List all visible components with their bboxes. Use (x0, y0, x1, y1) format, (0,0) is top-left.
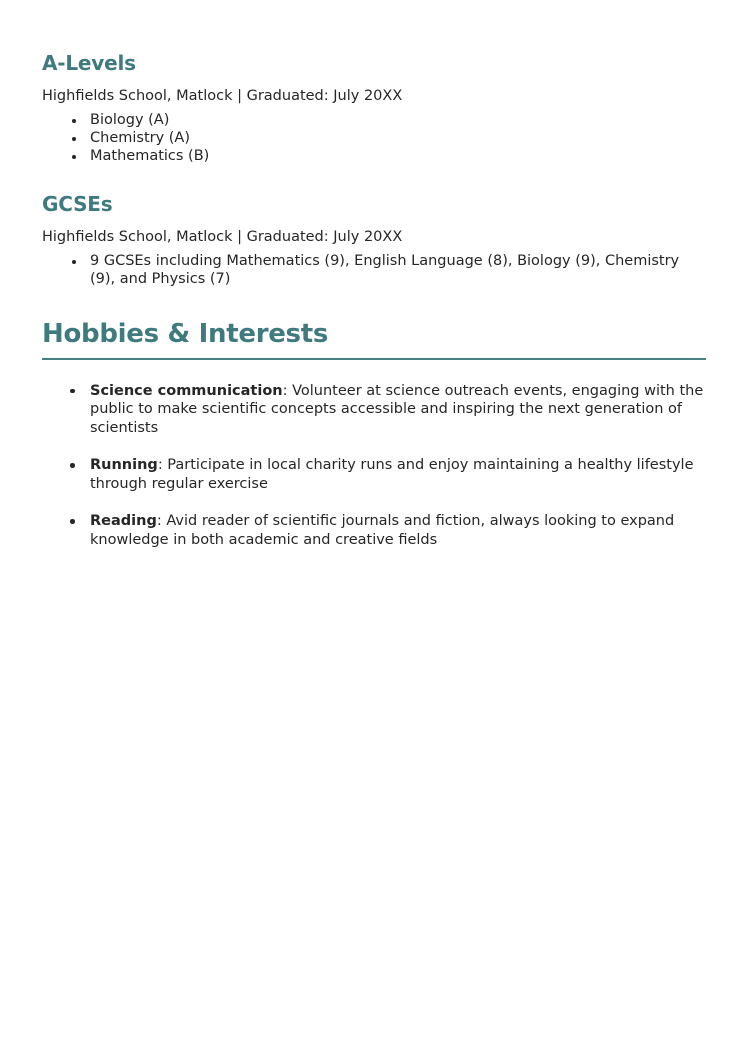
hobby-description: : Avid reader of scientific journals and fiction, always looking to expand knowledge in both academic and creative fields (90, 513, 675, 548)
list-item: Biology (A) (42, 111, 706, 129)
hobbies-list (42, 382, 706, 550)
list-item (42, 456, 706, 493)
hobby-term: Reading (90, 513, 157, 530)
alevels-subject-list (42, 111, 706, 165)
hobby-term: Science communication (90, 382, 283, 399)
list-item: 9 GCSEs including Mathematics (9), English Language (8), Biology (9), Chemistry (9), and Physics (7) (42, 252, 706, 288)
hobby-description: : Volunteer at science outreach events, engaging with the public to make scientific concepts accessible and inspiring the next generation of scientists (90, 382, 704, 436)
gcses-heading: GCSEs (42, 191, 113, 216)
list-item: Mathematics (B) (42, 147, 706, 165)
hobby-description: : Participate in local charity runs and enjoy maintaining a healthy lifestyle through regular exercise (90, 457, 694, 492)
gcses-result-list (42, 252, 706, 288)
section-divider (42, 358, 706, 360)
list-item (42, 512, 706, 549)
gcses-institution-line: Highfields School, Matlock | Graduated: July 20XX (42, 228, 403, 245)
list-item (42, 382, 706, 438)
hobby-term: Running (90, 457, 158, 474)
page-title: Hobbies & Interests (42, 318, 329, 349)
alevels-institution-line: Highfields School, Matlock | Graduated: July 20XX (42, 88, 403, 104)
list-item: Chemistry (A) (42, 129, 706, 147)
hobbies-section (42, 320, 706, 550)
alevels-heading: A-Levels (42, 51, 136, 75)
